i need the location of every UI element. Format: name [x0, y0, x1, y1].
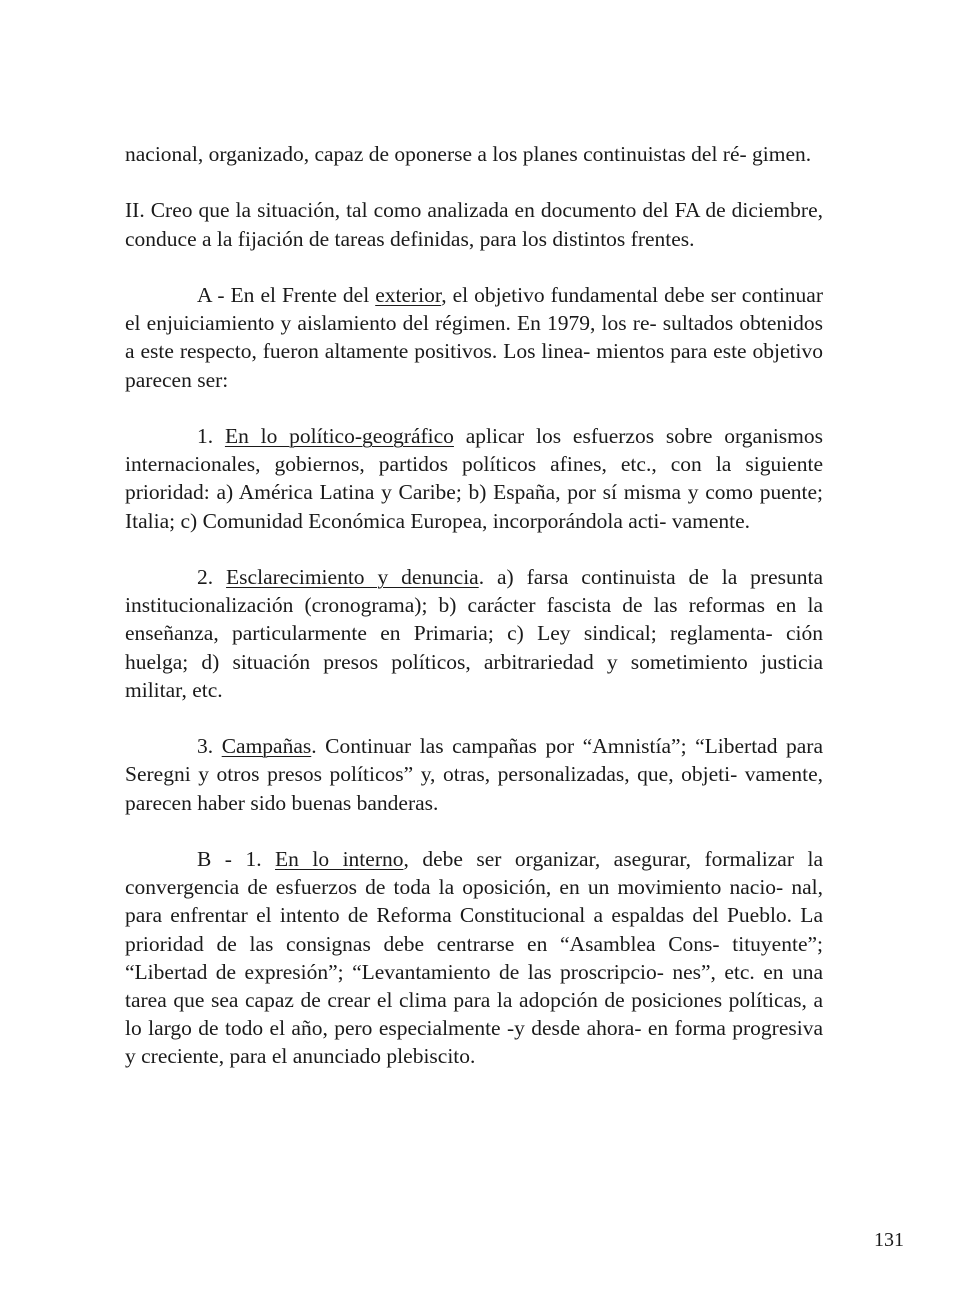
paragraph-item-3: [125, 732, 823, 817]
item-3-body: . Continuar las campañas por “Amnistía”; “Libertad para Seregni y otros presos políticos” y, otras, personalizadas, que, objeti- vamente, parecen haber sido buenas banderas.: [125, 734, 824, 815]
paragraph-section-ii: II. Creo que la situación, tal como analizada en documento del FA de diciembre, conduce a la fijación de tareas definidas, para los distintos frentes.: [125, 198, 823, 251]
paragraph-b-interno: [125, 845, 823, 1071]
item-1-number: 1.: [197, 423, 225, 448]
underlined-term-exterior: exterior: [375, 282, 442, 307]
underlined-term-esclarecimiento: Esclarecimiento y denuncia: [226, 564, 479, 589]
underlined-term-campanas: Campañas: [221, 734, 312, 759]
item-2-number: 2.: [197, 564, 227, 589]
paragraph-b-body: , debe ser organizar, asegurar, formalizar la convergencia de esfuerzos de toda la oposición, en un movimiento nacio- nal, para enfrentar el intento de Reforma Constitucional a espaldas del Pueblo. La prioridad de las consignas debe centrarse en “Asamblea Cons- tituyente”; “Libertad de expresión”; “Levantamiento de las proscripcio- nes”, etc. en una tarea que sea capaz de crear el clima para la adopción de posiciones políticas, a lo largo de todo el año, pero especialmente -y desde ahora- en forma progresiva y creciente, para el anunciado plebiscito.: [125, 846, 823, 1069]
paragraph-a-exterior: [125, 281, 823, 394]
paragraph-item-1: [125, 422, 823, 535]
item-3-number: 3.: [197, 734, 222, 759]
paragraph-item-2: [125, 563, 823, 704]
item-2-body: . a) farsa continuista de la presunta institucionalización (cronograma); b) carácter fascista de las reformas en la enseñanza, particularmente en Primaria; c) Ley sindical; reglamenta- ción huelga; d) situación presos políticos, arbitrariedad y sometimiento justicia militar, etc.: [125, 564, 824, 702]
item-1-body: aplicar los esfuerzos sobre organismos internacionales, gobiernos, partidos políticos afines, etc., con la siguiente prioridad: a) América Latina y Caribe; b) España, por sí misma y como puente; Italia; c) Comunidad Económica Europea, incorporándola acti- vamente.: [125, 423, 824, 533]
page-body: [125, 140, 823, 1099]
page-number: 131: [874, 1229, 904, 1251]
paragraph-continuation: nacional, organizado, capaz de oponerse a los planes continuistas del ré- gimen.: [125, 142, 812, 166]
paragraph-a-lead: A - En el Frente del: [197, 282, 376, 307]
underlined-term-interno: En lo interno: [275, 846, 404, 871]
underlined-term-politico-geografico: En lo político-geográfico: [224, 423, 454, 448]
paragraph-b-lead: B - 1.: [197, 846, 276, 871]
paragraph-a-body: , el objetivo fundamental debe ser continuar el enjuiciamiento y aislamiento del régimen. En 1979, los re- sultados obtenidos a este respecto, fueron altamente positivos. Los linea- mientos para este objetivo parecen ser:: [125, 282, 823, 392]
